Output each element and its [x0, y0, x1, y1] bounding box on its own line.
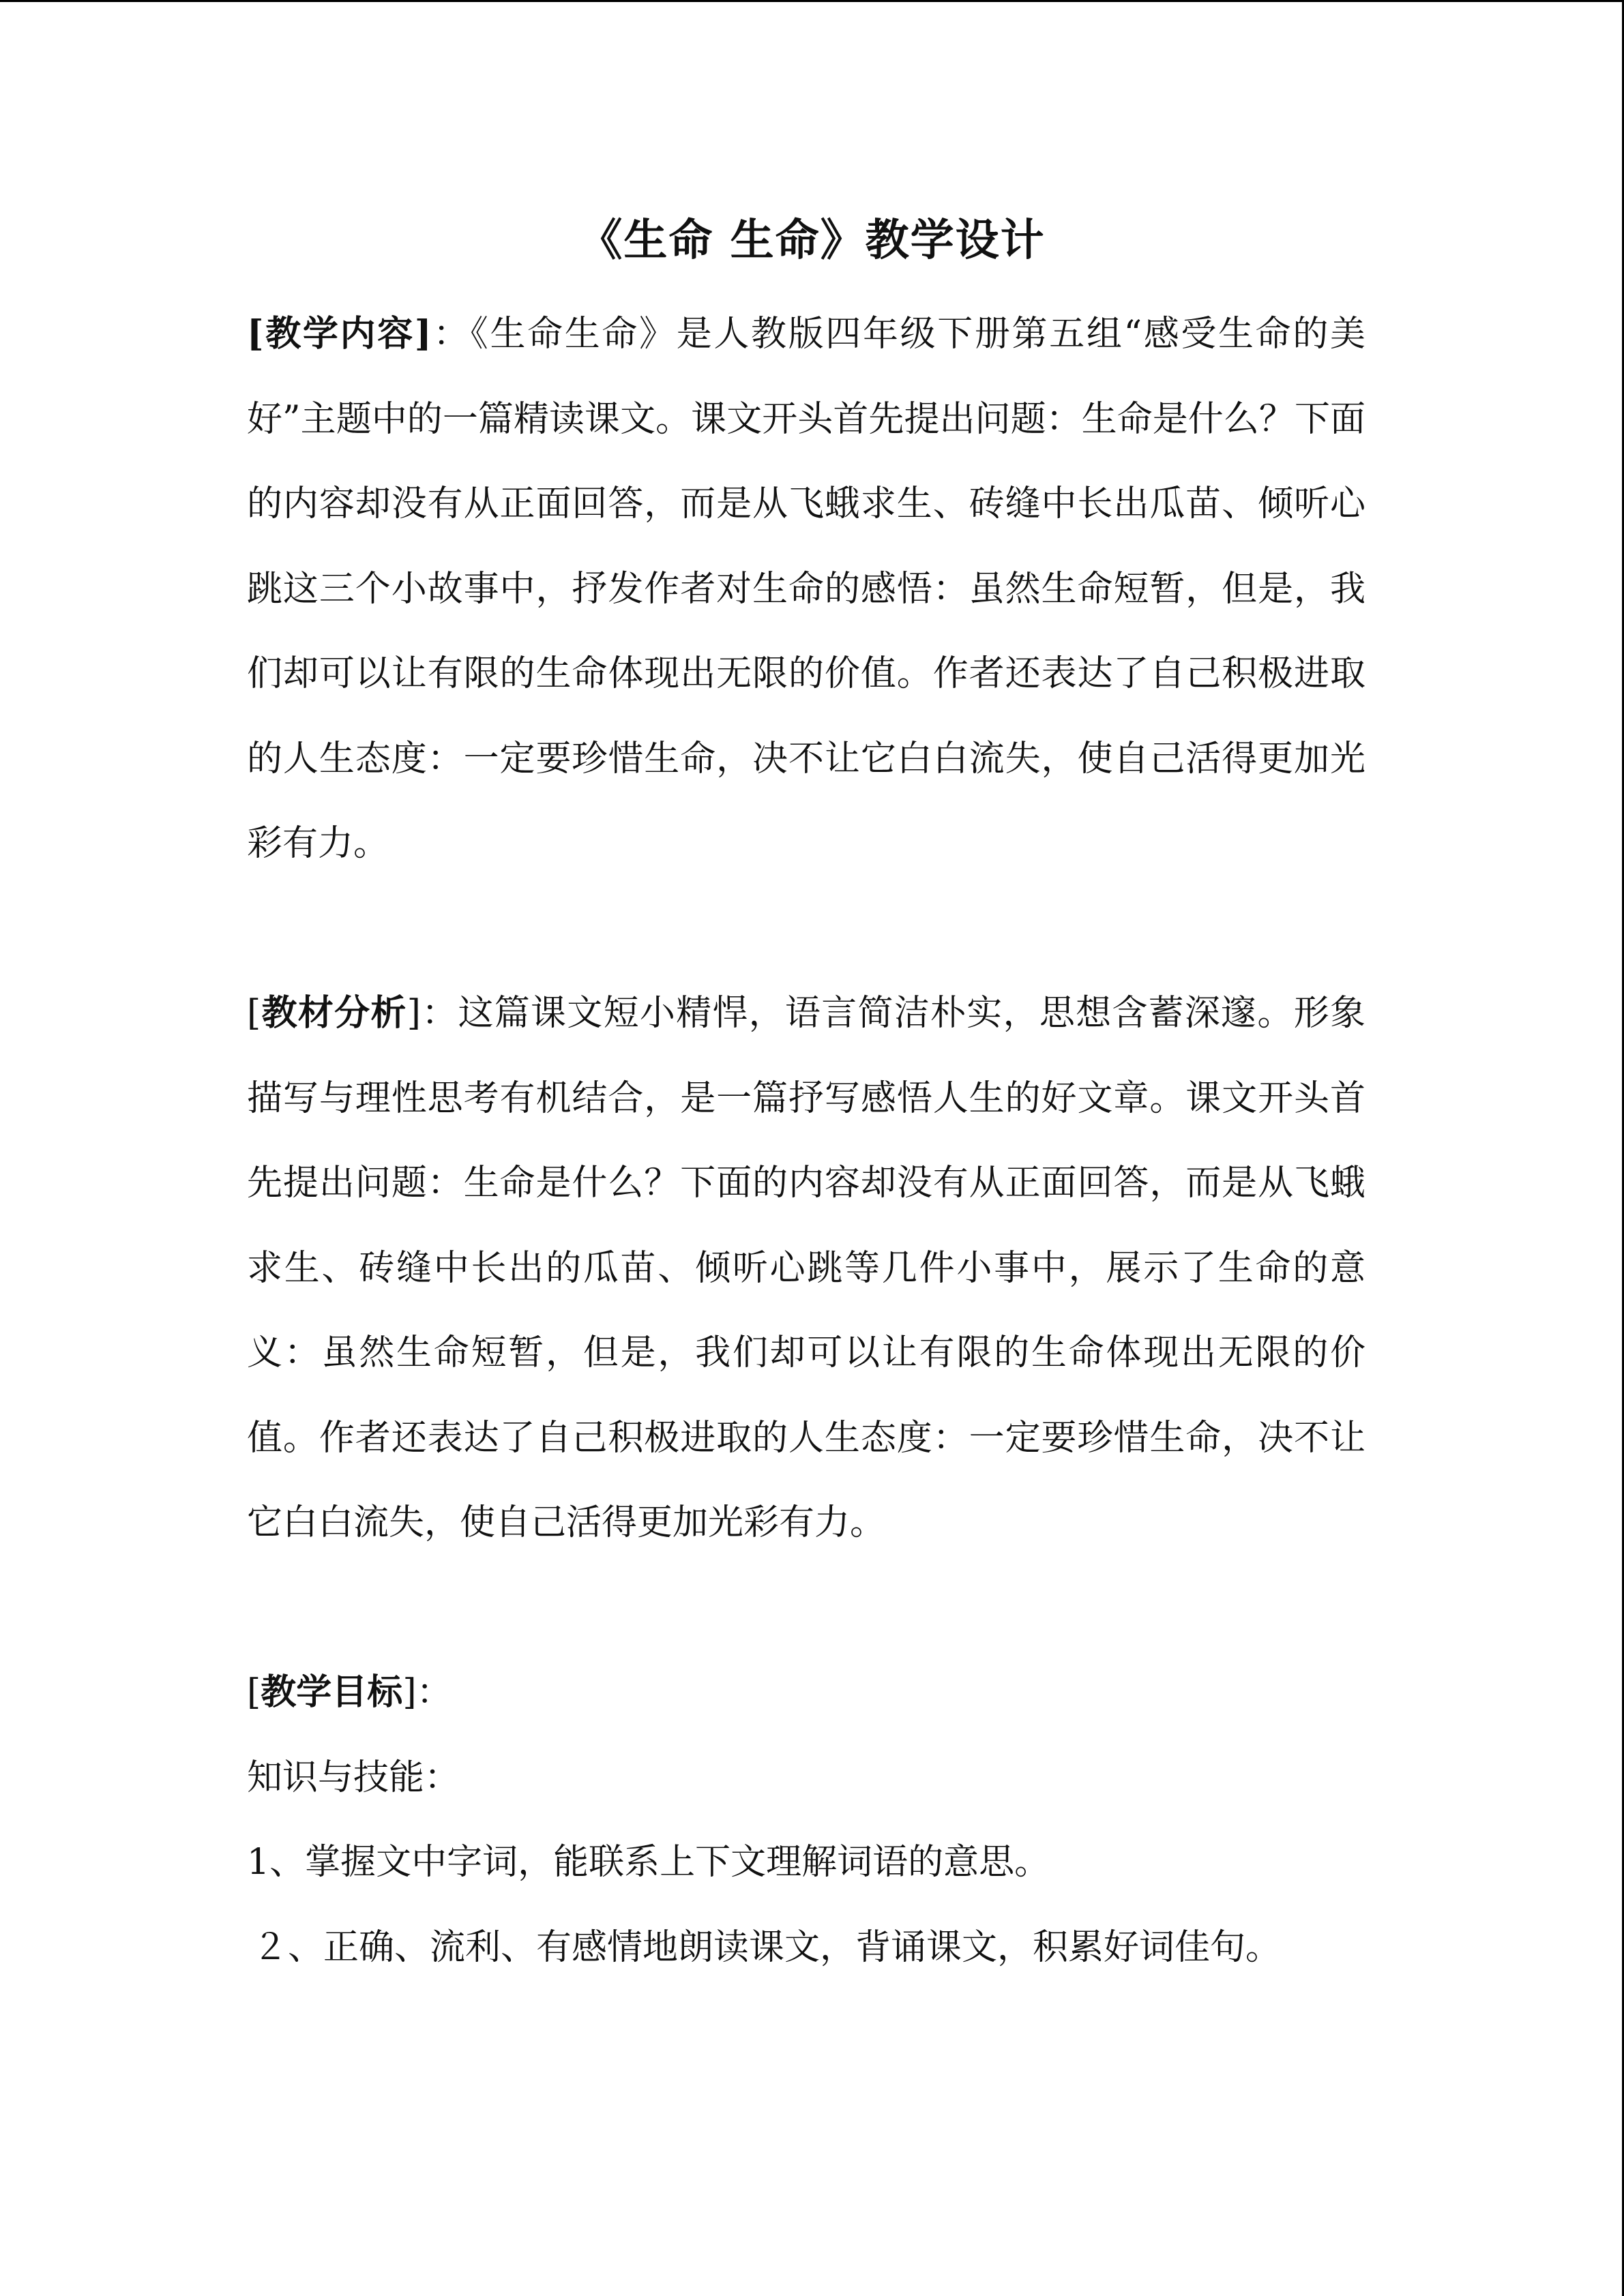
material-analysis-label: 教材分析 — [261, 992, 407, 1034]
teaching-content-paragraph — [247, 292, 1365, 886]
material-analysis-bracket-open: [ — [247, 993, 261, 1034]
paragraph-spacer — [247, 1566, 1365, 1651]
material-analysis-separator: ： — [420, 993, 458, 1034]
material-analysis-text: 这篇课文短小精悍，语言简洁朴实，思想含蓄深邃。形象描写与理性思考有机结合，是一篇抒写感悟人生的好文章。课文开头首先提出问题：生命是什么？下面的内容却没有从正面回答，而是从飞蛾求生、砖缝中长出的瓜苗、倾听心跳等几件小事中，展示了生命的意义：虽然生命短暂，但是，我们却可以让有限的生命体现出无限的价值。作者还表达了自己积极进取的人生态度：一定要珍惜生命，决不让它白白流失，使自己活得更加光彩有力。 — [247, 993, 1365, 1543]
teaching-content-separator: ： — [431, 314, 471, 355]
teaching-content-label: 教学内容 — [263, 313, 415, 355]
material-analysis-paragraph — [247, 971, 1365, 1566]
material-analysis-bracket-close: ] — [407, 993, 421, 1034]
paragraph-spacer — [247, 886, 1365, 972]
document-body — [247, 292, 1365, 1990]
teaching-content-bracket-close: ] — [414, 313, 432, 355]
teaching-goals-bracket-open: [ — [247, 1672, 261, 1713]
document-title: 《生命 生命》教学设计 — [578, 215, 1046, 266]
teaching-content-bracket-open: [ — [247, 313, 264, 355]
teaching-goals-label: 教学目标 — [261, 1671, 403, 1713]
goal-item-1: 1、掌握文中字词，能联系上下文理解词语的意思。 — [247, 1842, 1050, 1883]
teaching-goals-bracket-close: ] — [402, 1672, 417, 1713]
teaching-goals-heading — [247, 1650, 1365, 1735]
goal-item-2: ２、正确、流利、有感情地朗读课文，背诵课文，积累好词佳句。 — [252, 1926, 1282, 1968]
teaching-goals-separator: ： — [416, 1672, 452, 1713]
teaching-content-text: 《生命生命》是人教版四年级下册第五组“感受生命的美好”主题中的一篇精读课文。课文开头首先提出问题：生命是什么？下面的内容却没有从正面回答，而是从飞蛾求生、砖缝中长出瓜苗、倾听心跳这三个小故事中，抒发作者对生命的感悟：虽然生命短暂，但是，我们却可以让有限的生命体现出无限的价值。作者还表达了自己积极进取的人生态度：一定要珍惜生命，决不让它白白流失，使自己活得更加光彩有力。 — [247, 314, 1365, 864]
knowledge-skills-subheading: 知识与技能： — [247, 1757, 460, 1798]
